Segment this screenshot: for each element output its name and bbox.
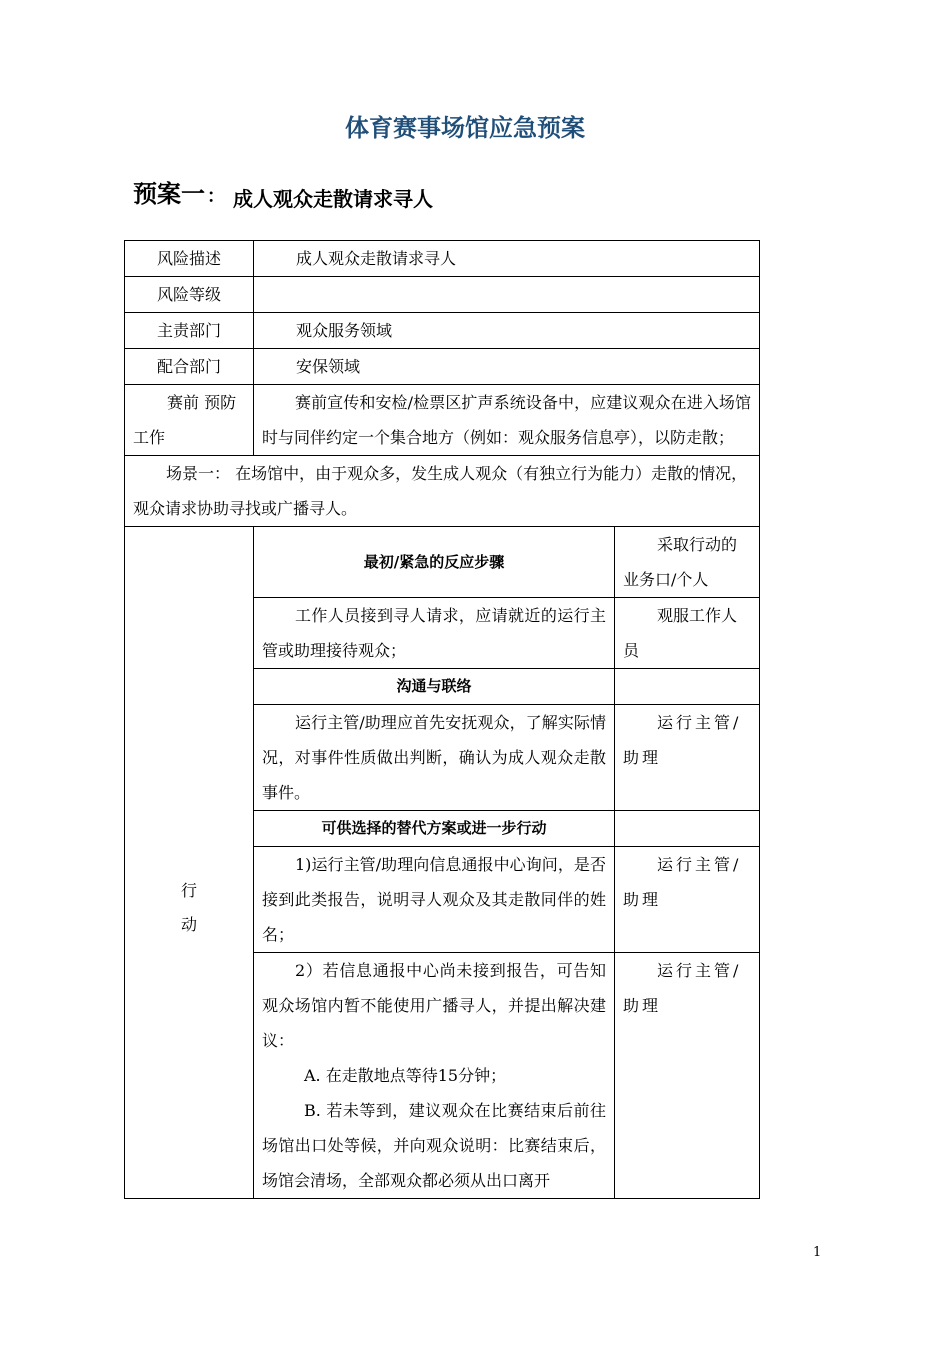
communication-step-actor: 运行主管/助理 [615,705,760,811]
support-department-row [125,349,760,385]
lead-department-label: 主责部门 [125,313,254,349]
prevention-text: 赛前宣传和安检/检票区扩声系统设备中，应建议观众在进入场馆时与同伴约定一个集合地方（例如：观众服务信息亭），以防走散； [254,385,760,456]
lead-department-value: 观众服务领域 [254,313,760,349]
communication-header: 沟通与联络 [254,669,615,705]
alternative-step-2-text: 2）若信息通报中心尚未接到报告，可告知观众场馆内暂不能使用广播寻人，并提出解决建议： [262,961,606,1050]
communication-header-actor [615,669,760,705]
page-number: 1 [813,1245,822,1260]
risk-level-value [254,277,760,313]
action-label-top: 行 [180,880,197,900]
risk-description-label: 风险描述 [125,241,254,277]
plan-label: 预案一 [133,180,205,208]
action-label-cell [125,527,254,1199]
prevention-label: 赛前 预防工作 [125,385,254,456]
alternative-step-2-cell [254,953,615,1199]
action-label-bottom: 动 [180,914,197,934]
action-header-row [125,527,760,598]
support-department-label: 配合部门 [125,349,254,385]
alternative-header: 可供选择的替代方案或进一步行动 [254,811,615,847]
alternative-step-1-text: 1)运行主管/助理向信息通报中心询问，是否接到此类报告，说明寻人观众及其走散同伴的姓名； [254,847,615,953]
plan-colon: ： [207,186,225,207]
actor-header: 采取行动的业务口/个人 [615,527,760,598]
risk-level-label: 风险等级 [125,277,254,313]
communication-step-text: 运行主管/助理应首先安抚观众，了解实际情况，对事件性质做出判断，确认为成人观众走散事件。 [254,705,615,811]
risk-description-value: 成人观众走散请求寻人 [254,241,760,277]
plan-table [124,240,760,1199]
alternative-step-2-option-a: A. 在走散地点等待15分钟； [304,1066,507,1085]
plan-heading [133,174,433,209]
support-department-value: 安保领域 [254,349,760,385]
document-title: 体育赛事场馆应急预案 [345,114,585,142]
initial-step-actor: 观服工作人员 [615,598,760,669]
prevention-row [125,385,760,456]
risk-level-row [125,277,760,313]
lead-department-row [125,313,760,349]
alternative-step-1-actor: 运行主管/助理 [615,847,760,953]
initial-step-text: 工作人员接到寻人请求，应请就近的运行主管或助理接待观众； [254,598,615,669]
scenario-text: 场景一： 在场馆中，由于观众多，发生成人观众（有独立行为能力）走散的情况，观众请求协助寻找或广播寻人。 [125,456,760,527]
steps-header: 最初/紧急的反应步骤 [254,527,615,598]
alternative-header-actor [615,811,760,847]
alternative-step-2-option-b: B. 若未等到，建议观众在比赛结束后前往场馆出口处等候，并向观众说明：比赛结束后，场馆会清场，全部观众都必须从出口离开 [262,1101,606,1190]
plan-name: 成人观众走散请求寻人 [233,187,433,211]
risk-description-row [125,241,760,277]
alternative-step-2-actor: 运行主管/助理 [615,953,760,1199]
scenario-row [125,456,760,527]
